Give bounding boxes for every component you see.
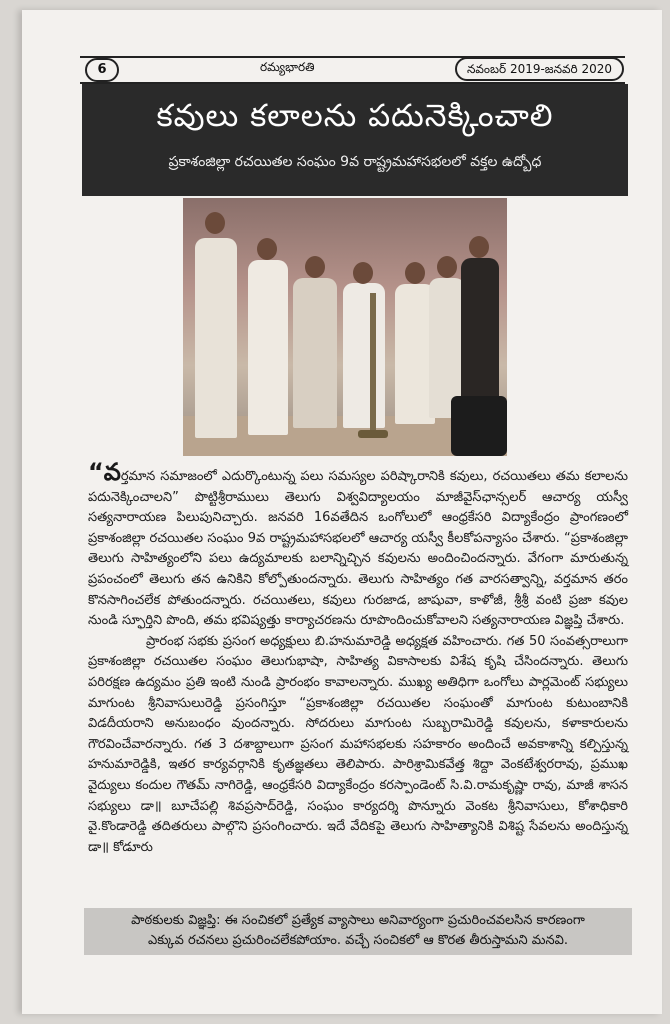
- magazine-name: రమ్యభారతి: [260, 60, 315, 74]
- photo-speaker-box: [451, 396, 507, 456]
- reader-notice: [84, 908, 632, 955]
- photo-person: [248, 260, 288, 435]
- photo-person: [343, 283, 385, 428]
- photo-person-head: [257, 238, 277, 260]
- paragraph-text: ర్తమాన సమాజంలో ఎదుర్కొంటున్న పలు సమస్యల పరిష్కారానికి కవులు, రచయితలు తమ కలాలను పదునెక్కించాలని” పొట్టిశ్రీరాములు తెలుగు విశ్వవిద్యాలయం మాజీవైస్‌ఛాన్సలర్ ఆచార్య యస్వీ సత్యనారాయణ పిలుపునిచ్చారు. జనవరి 16వతేదిన ఒంగోలులో ఆంధ్రకేసరి విద్యాకేంద్రం ప్రాంగణంలో ప్రకాశంజిల్లా రచయితల సంఘం 9వ రాష్ట్రమహాసభలలో ఆచార్య యస్వీ కీలకోపన్యాసం చేశారు. “ప్రకాశంజిల్లా తెలుగు సాహిత్యంలోని పలు ఉద్యమాలకు బలాన్నిచ్చిన కవులను అందించిందన్నారు. వేగంగా మారుతున్న ప్రపంచంలో తెలుగు తన ఉనికిని కోల్పోతుందన్నారు. తెలుగు సాహిత్యం గత వారసత్వాన్ని, వర్తమాన తరం కొనసాగించలేక పోతుందన్నారు. రచయితలు, కవులు గురజాడ, జాషువా, కాళోజీ, శ్రీశ్రీ వంటి ప్రజా కవుల నుండి స్ఫూర్తిని పొంది, తమ భవిష్యత్తు కార్యాచరణను రూపొందించుకోవాలని సత్యనారాయణ విజ్ఞప్తి చేశారు.: [88, 469, 628, 629]
- photo-person-head: [405, 262, 425, 284]
- photo-person-speaker: [195, 238, 237, 438]
- reader-notice-text: [84, 911, 632, 951]
- photo-person-head: [437, 256, 457, 278]
- notice-line: ఎక్కువ రచనలు ప్రచురించలేకపోయాం. వచ్చే సంచికలో ఆ కొరత తీరుస్తామని మనవి.: [147, 933, 569, 948]
- article-subtitle: ప్రకాశంజిల్లా రచయితల సంఘం 9వ రాష్ట్రమహాసభలలో వక్తల ఉద్బోధ: [168, 154, 542, 170]
- photo-person: [461, 258, 499, 403]
- photo-person: [293, 278, 337, 428]
- notice-line: పాఠకులకు విజ్ఞప్తి: ఈ సంచికలో ప్రత్యేక వ్యాసాలు అనివార్యంగా ప్రచురించవలసిన కారణంగా: [131, 913, 585, 928]
- article-title: కవులు కలాలను పదునెక్కించాలి: [156, 98, 554, 134]
- issue-date: నవంబర్ 2019-జనవరి 2020: [455, 57, 624, 81]
- event-photo: [183, 198, 507, 456]
- photo-person-head: [305, 256, 325, 278]
- article-paragraph: [88, 458, 628, 632]
- photo-person-head: [469, 236, 489, 258]
- page-number: 6: [85, 58, 119, 82]
- photo-person-head: [353, 262, 373, 284]
- article-body: [88, 458, 628, 858]
- photo-oil-lamp-base: [358, 430, 388, 438]
- article-paragraph: ప్రారంభ సభకు ప్రసంగ అధ్యక్షులు బి.హనుమారెడ్డి అధ్యక్షత వహించారు. గత 50 సంవత్సరాలుగా ప్రకాశంజిల్లా రచయితల సంఘం తెలుగుభాషా, సాహిత్య వికాసాలకు విశేష కృషి చేసిందన్నారు. తెలుగు పరిరక్షణ ఉద్యమం ప్రతి ఇంటి నుండి ప్రారంభం కావాలన్నారు. ముఖ్య అతిధిగా ఒంగోలు పార్లమెంట్ సభ్యులు మాగుంట శ్రీనివాసులురెడ్డి ప్రసంగిస్తూ “ప్రకాశంజిల్లా రచయితల సంఘంతో మాగుంట కుటుంబానికి విడదీయరాని అనుబంధం వుందన్నారు. సోదరులు మాగుంట సుబ్బరామిరెడ్డి కవులను, కళాకారులను గౌరవించేవారన్నారు. గత 3 దశాబ్దాలుగా ప్రసంగ మహాసభలకు సహకారం అందించే అవకాశాన్ని కల్పిస్తున్న హనుమారెడ్డికి, ఇతర కార్యవర్గానికి కృతజ్ఞతలు తెలిపారు. పారిశ్రామికవేత్త శిద్దా వెంకటేశ్వరరావు, ప్రముఖ వైద్యులు కందుల గౌతమ్ నాగిరెడ్డి, ఆంధ్రకేసరి విద్యాకేంద్రం కరస్పాండెంట్ సి.వి.రామకృష్ణా రావు, మాజీ శాసన సభ్యులు డా॥ బూచేపల్లి శివప్రసాద్‌రెడ్డి, సంఘం కార్యదర్శి పొన్నూరు వెంకట శ్రీనివాసులు, కోశాధికారి వై.కొండారెడ్డి తదితరులు పాల్గొని ప్రసంగించారు. ఇదే వేదికపై తెలుగు సాహిత్యానికి విశిష్ట సేవలను అందిస్తున్న డా॥ కోడూరు: [88, 633, 628, 855]
- photo-person-head: [205, 212, 225, 234]
- dropcap: “వ: [88, 458, 121, 486]
- photo-oil-lamp: [370, 293, 376, 438]
- title-banner: [82, 84, 628, 196]
